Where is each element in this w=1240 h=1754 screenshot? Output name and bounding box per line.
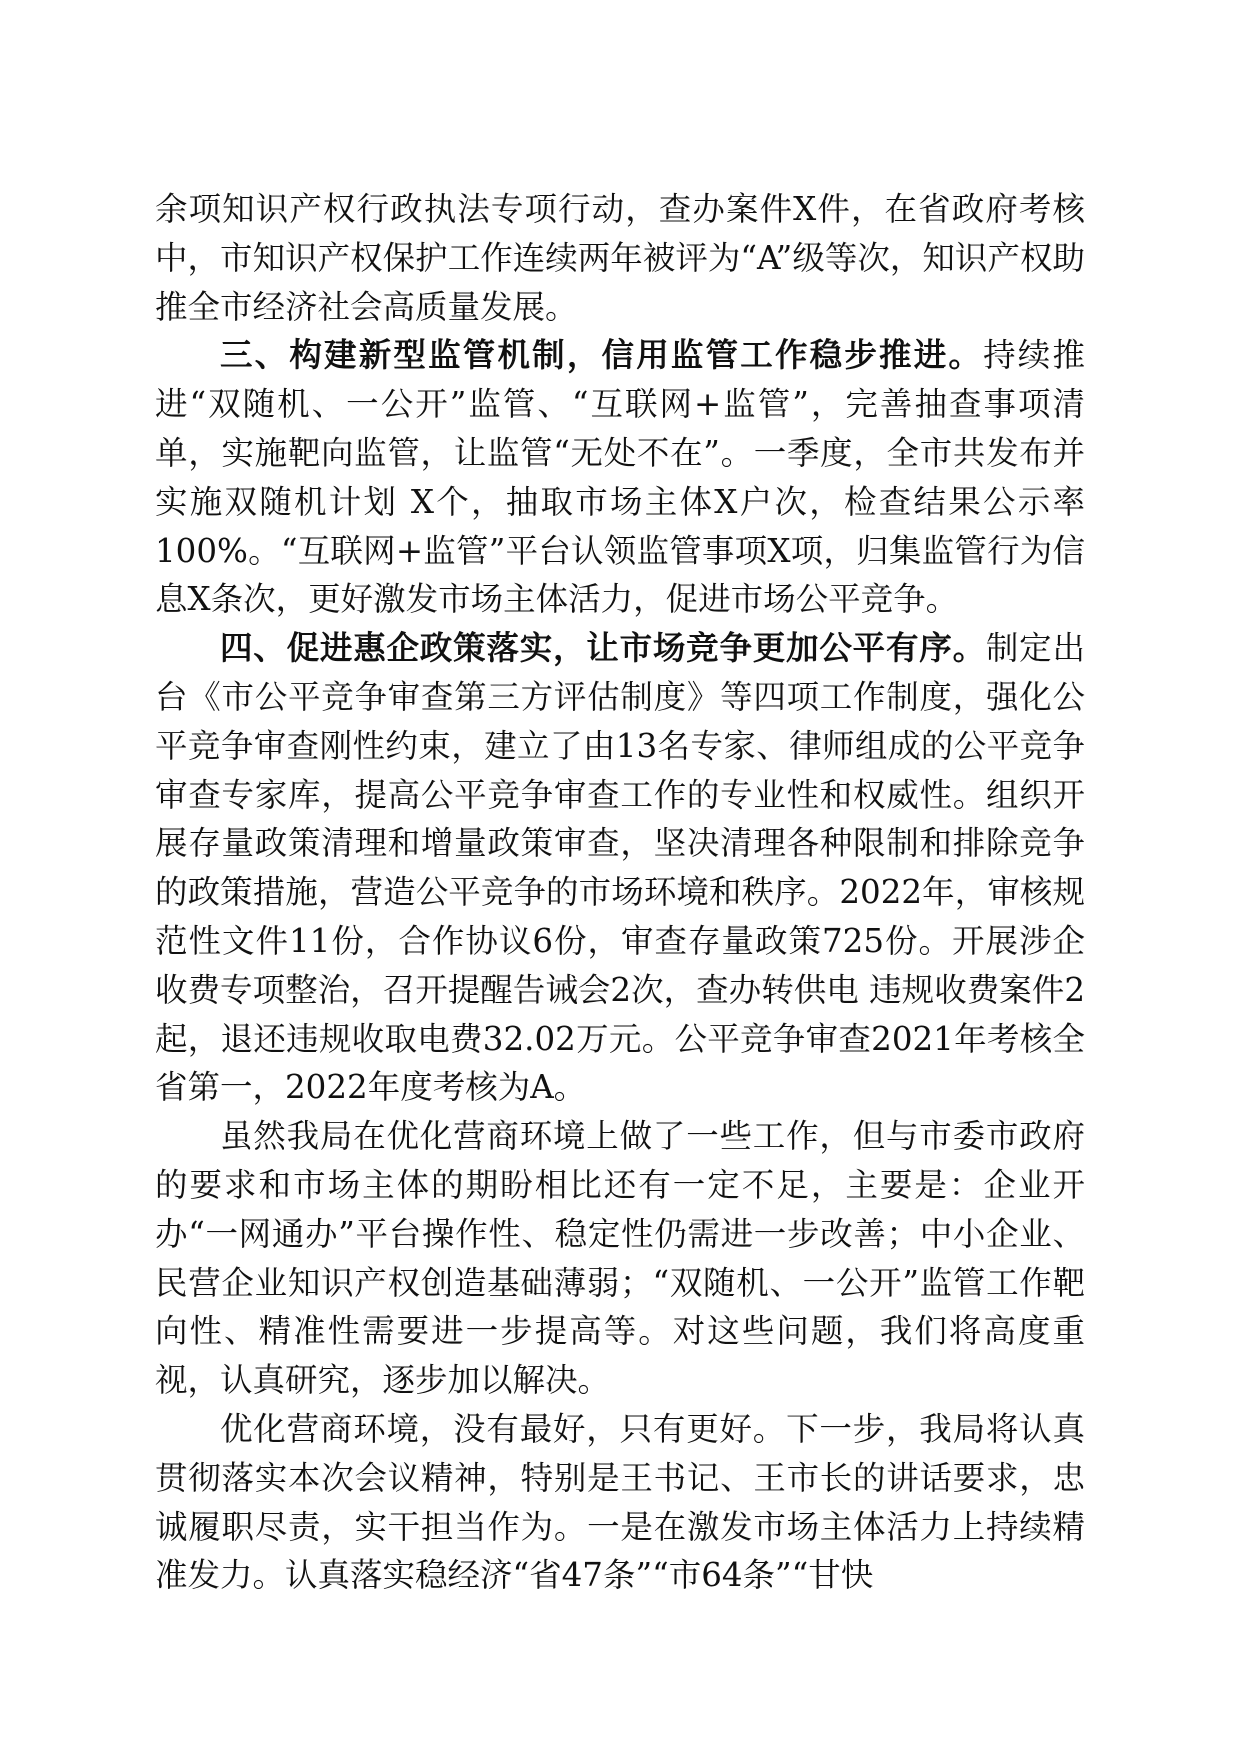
paragraph-text: 虽然我局在优化营商环境上做了一些工作，但与市委市政府的要求和市场主体的期盼相比还有一定不足，主要是：企业开办“一网通办”平台操作性、稳定性仍需进一步改善；中小企业、民营企业知识产权创造基础薄弱；“双随机、一公开”监管工作靶向性、精准性需要进一步提高等。对这些问题，我们将高度重视，认真研究，逐步加以解决。	[155, 1117, 1085, 1400]
paragraph-ip-enforcement	[155, 185, 1085, 331]
section-heading-4: 四、促进惠企政策落实，让市场竞争更加公平有序。	[220, 629, 986, 668]
section-heading-3: 三、构建新型监管机制，信用监管工作稳步推进。	[220, 336, 984, 375]
paragraph-text: 制定出台《市公平竞争审查第三方评估制度》等四项工作制度，强化公平竞争审查刚性约束，建立了由13名专家、律师组成的公平竞争审查专家库，提高公平竞争审查工作的专业性和权威性。组织开展存量政策清理和增量政策审查，坚决清理各种限制和排除竞争的政策措施，营造公平竞争的市场环境和秩序。2022年，审核规范性文件11份，合作协议6份，审查存量政策725份。开展涉企收费专项整治，召开提醒告诫会2次，查办转供电 违规收费案件2起，退还违规收取电费32.02万元。公平竞争审查2021年考核全省第一，2022年度考核为A。	[155, 629, 1085, 1107]
paragraph-text: 余项知识产权行政执法专项行动，查办案件X件，在省政府考核中，市知识产权保护工作连续两年被评为“A”级等次，知识产权助推全市经济社会高质量发展。	[155, 190, 1085, 326]
paragraph-shortcomings	[155, 1112, 1085, 1405]
paragraph-fair-competition	[155, 624, 1085, 1112]
paragraph-next-steps	[155, 1405, 1085, 1600]
paragraph-text: 优化营商环境，没有最好，只有更好。下一步，我局将认真贯彻落实本次会议精神，特别是王书记、王市长的讲话要求，忠诚履职尽责，实干担当作为。一是在激发市场主体活力上持续精准发力。认真落实稳经济“省47条”“市64条”“甘快	[155, 1409, 1085, 1595]
paragraph-credit-supervision	[155, 331, 1085, 624]
paragraph-text: 持续推进“双随机、一公开”监管、“互联网+监管”，完善抽查事项清单，实施靶向监管，让监管“无处不在”。一季度，全市共发布并实施双随机计划 X个，抽取市场主体X户次，检查结果公示率100%。“互联网+监管”平台认领监管事项X项，归集监管行为信息X条次，更好激发市场主体活力，促进市场公平竞争。	[155, 336, 1085, 619]
document-page	[155, 185, 1085, 1600]
